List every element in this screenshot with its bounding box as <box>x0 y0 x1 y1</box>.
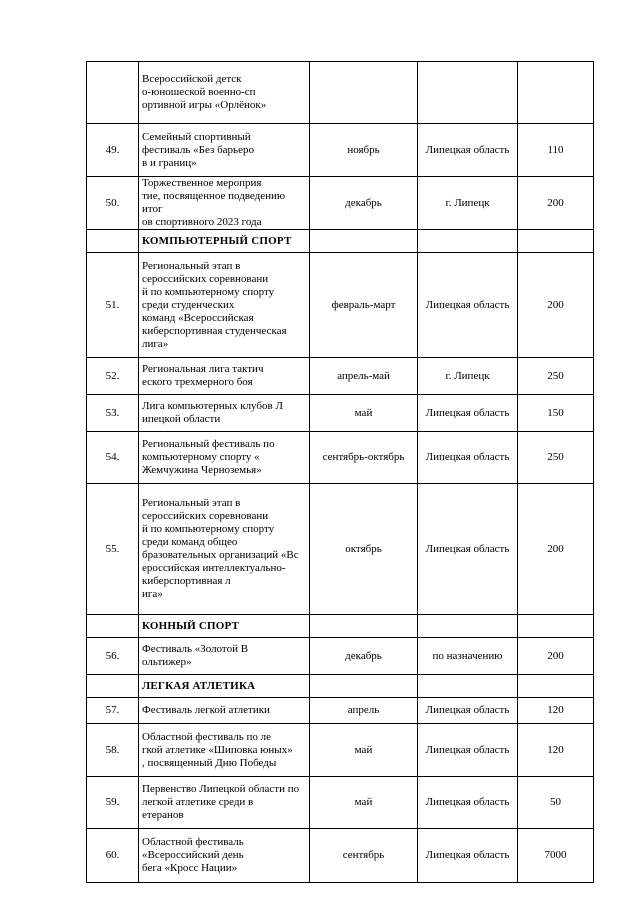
event-name <box>139 177 310 230</box>
section-header-row <box>87 230 594 253</box>
event-name-line: Фестиваль «Золотой В <box>142 643 249 655</box>
event-name-line: лига» <box>142 337 169 350</box>
event-name-line: гкой атлетике «Шиповка юных» <box>142 743 293 756</box>
event-name-line: среди студенческих <box>142 298 235 311</box>
event-name-line: й по компьютерному спорту <box>142 523 275 535</box>
table-row <box>87 777 594 829</box>
event-name-line: Фестиваль легкой атлетики <box>142 704 270 716</box>
row-number <box>87 230 139 253</box>
event-name-line: Региональная лига тактич <box>142 363 264 375</box>
row-number: 60. <box>87 829 139 883</box>
row-number: 56. <box>87 638 139 675</box>
event-name-line: етеранов <box>142 809 184 821</box>
event-name-line: в и границ» <box>142 156 197 169</box>
event-name-line: бразовательных организаций «Вс <box>142 549 299 561</box>
event-place <box>418 230 518 253</box>
event-place: г. Липецк <box>418 177 518 230</box>
row-number: 52. <box>87 358 139 395</box>
event-name-line: КОННЫЙ СПОРТ <box>142 619 240 632</box>
event-date <box>310 62 418 124</box>
table-row <box>87 698 594 724</box>
row-number <box>87 62 139 124</box>
event-place: Липецкая область <box>418 124 518 177</box>
participant-count <box>518 62 594 124</box>
event-place: Липецкая область <box>418 484 518 615</box>
participant-count: 7000 <box>518 829 594 883</box>
event-date: май <box>310 395 418 432</box>
event-name <box>139 829 310 883</box>
event-date <box>310 230 418 253</box>
section-header-row <box>87 675 594 698</box>
table-row <box>87 638 594 675</box>
event-place: по назначению <box>418 638 518 675</box>
participant-count: 200 <box>518 177 594 230</box>
event-place: Липецкая область <box>418 698 518 724</box>
participant-count <box>518 230 594 253</box>
event-date: апрель-май <box>310 358 418 395</box>
event-name-line: й по компьютерному спорту <box>142 285 275 298</box>
row-number: 53. <box>87 395 139 432</box>
event-name-line: Областной фестиваль по ле <box>142 730 272 743</box>
event-date: октябрь <box>310 484 418 615</box>
event-name <box>139 395 310 432</box>
event-name-line: Региональный этап в <box>142 259 241 272</box>
event-name-line: Региональный этап в <box>142 497 241 509</box>
event-name-line: сероссийских соревновани <box>142 272 269 285</box>
row-number: 55. <box>87 484 139 615</box>
row-number <box>87 675 139 698</box>
event-name-line: о-юношеской военно-сп <box>142 86 256 98</box>
event-place: Липецкая область <box>418 253 518 358</box>
participant-count <box>518 615 594 638</box>
table-row <box>87 432 594 484</box>
event-name-line: тие, посвященное подведению итог <box>142 190 286 215</box>
event-name-line: фестиваль «Без барьеро <box>142 143 254 156</box>
event-place: Липецкая область <box>418 395 518 432</box>
row-number: 51. <box>87 253 139 358</box>
participant-count: 200 <box>518 253 594 358</box>
event-name-line: сероссийских соревновани <box>142 510 269 522</box>
table-row <box>87 724 594 777</box>
event-date: ноябрь <box>310 124 418 177</box>
event-name <box>139 253 310 358</box>
table-row <box>87 358 594 395</box>
event-place <box>418 675 518 698</box>
events-table <box>86 61 594 883</box>
events-table-body <box>87 62 594 883</box>
event-name-line: Семейный спортивный <box>142 130 251 143</box>
event-name-line: киберспортивная студенческая <box>142 324 287 337</box>
event-name-line: легкой атлетике среди в <box>142 796 254 808</box>
participant-count <box>518 675 594 698</box>
event-place: Липецкая область <box>418 777 518 829</box>
event-date <box>310 675 418 698</box>
row-number: 58. <box>87 724 139 777</box>
event-date: май <box>310 777 418 829</box>
table-row <box>87 62 594 124</box>
event-name <box>139 62 310 124</box>
event-name-line: ов спортивного 2023 года <box>142 216 262 228</box>
event-date: апрель <box>310 698 418 724</box>
row-number: 50. <box>87 177 139 230</box>
event-name-line: Первенство Липецкой области по <box>142 783 300 795</box>
event-name-line: бега «Кросс Нации» <box>142 862 238 874</box>
table-row <box>87 829 594 883</box>
section-title <box>139 230 310 253</box>
participant-count: 250 <box>518 432 594 484</box>
event-name <box>139 358 310 395</box>
table-row <box>87 253 594 358</box>
event-name-line: «Всероссийский день <box>142 849 244 861</box>
participant-count: 110 <box>518 124 594 177</box>
event-name <box>139 484 310 615</box>
event-name-line: среди команд общео <box>142 536 238 548</box>
event-date <box>310 615 418 638</box>
section-title <box>139 615 310 638</box>
event-name-line: Всероссийской детск <box>142 73 242 85</box>
event-name-line: киберспортивная л <box>142 575 231 587</box>
row-number: 49. <box>87 124 139 177</box>
participant-count: 50 <box>518 777 594 829</box>
event-name-line: ероссийская интеллектуально- <box>142 562 286 574</box>
event-name-line: Торжественное мероприя <box>142 177 262 189</box>
event-name-line: ортивной игры «Орлёнок» <box>142 99 267 111</box>
participant-count: 200 <box>518 484 594 615</box>
section-title <box>139 675 310 698</box>
event-name-line: Лига компьютерных клубов Л <box>142 400 283 412</box>
event-name <box>139 777 310 829</box>
event-place: Липецкая область <box>418 724 518 777</box>
participant-count: 250 <box>518 358 594 395</box>
row-number: 59. <box>87 777 139 829</box>
event-name-line: , посвященный Дню Победы <box>142 756 277 769</box>
event-name-line: ипецкой области <box>142 413 221 425</box>
row-number: 54. <box>87 432 139 484</box>
event-date: сентябрь-октябрь <box>310 432 418 484</box>
event-name-line: Областной фестиваль <box>142 836 244 848</box>
participant-count: 120 <box>518 698 594 724</box>
event-name-line: ЛЕГКАЯ АТЛЕТИКА <box>142 679 256 692</box>
event-name-line: команд «Всероссийская <box>142 311 254 324</box>
table-row <box>87 484 594 615</box>
event-name <box>139 698 310 724</box>
event-name-line: Региональный фестиваль по <box>142 438 275 450</box>
table-row <box>87 395 594 432</box>
table-row <box>87 124 594 177</box>
event-name-line: еского трехмерного боя <box>142 376 253 388</box>
event-date: декабрь <box>310 638 418 675</box>
event-name-line: КОМПЬЮТЕРНЫЙ СПОРТ <box>142 234 292 247</box>
event-date: сентябрь <box>310 829 418 883</box>
row-number <box>87 615 139 638</box>
event-name <box>139 724 310 777</box>
table-row <box>87 177 594 230</box>
event-place <box>418 62 518 124</box>
event-name-line: ольтижер» <box>142 656 192 668</box>
event-date: февраль-март <box>310 253 418 358</box>
event-place: Липецкая область <box>418 829 518 883</box>
event-place: Липецкая область <box>418 432 518 484</box>
participant-count: 120 <box>518 724 594 777</box>
event-name <box>139 432 310 484</box>
event-place: г. Липецк <box>418 358 518 395</box>
event-name-line: Жемчужина Черноземья» <box>142 464 262 476</box>
participant-count: 150 <box>518 395 594 432</box>
event-name <box>139 124 310 177</box>
event-name-line: ига» <box>142 588 163 600</box>
event-date: декабрь <box>310 177 418 230</box>
event-place <box>418 615 518 638</box>
event-name-line: компьютерному спорту « <box>142 451 260 463</box>
row-number: 57. <box>87 698 139 724</box>
event-date: май <box>310 724 418 777</box>
participant-count: 200 <box>518 638 594 675</box>
event-name <box>139 638 310 675</box>
section-header-row <box>87 615 594 638</box>
